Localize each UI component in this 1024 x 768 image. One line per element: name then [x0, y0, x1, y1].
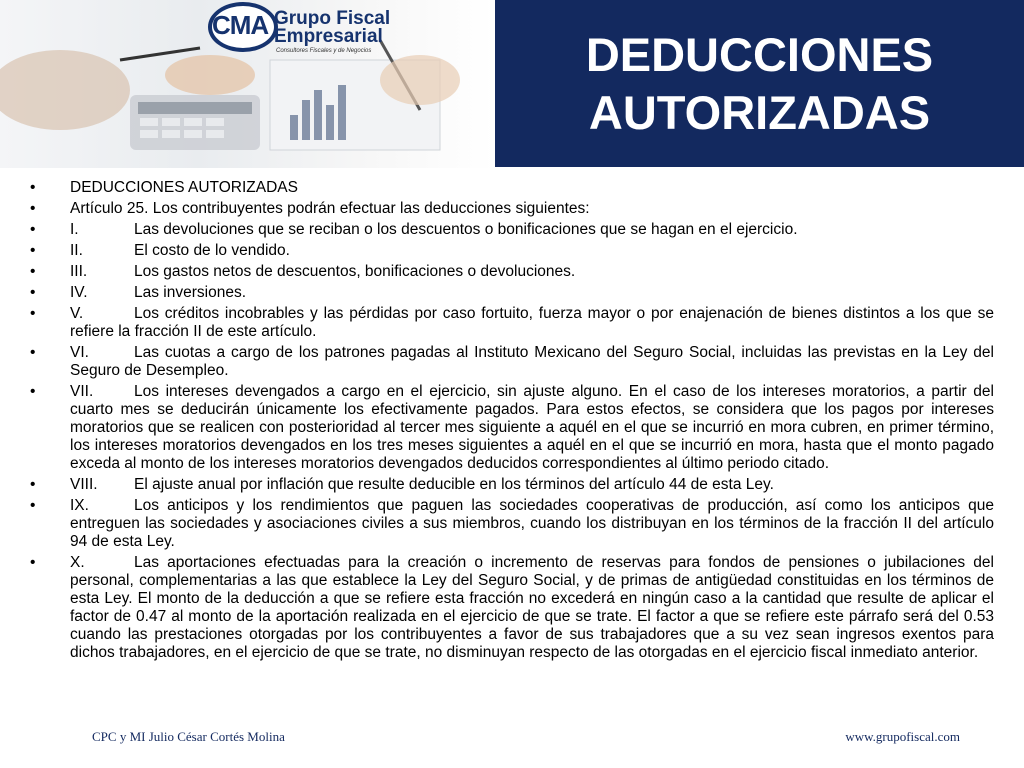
list-item: [30, 263, 994, 281]
company-logo: [208, 2, 391, 58]
logo-name-line2: Empresarial: [274, 26, 383, 47]
list-item-text: Los gastos netos de descuentos, bonificaciones o devoluciones.: [134, 263, 576, 280]
list-item: [30, 344, 994, 380]
footer-website[interactable]: www.grupofiscal.com: [845, 729, 960, 744]
fraction-number: IV.: [70, 284, 88, 301]
list-item: [30, 200, 994, 218]
fraction-number: VI.: [70, 344, 89, 361]
list-item-text: El ajuste anual por inflación que resulte deducible en los términos del artículo 44 de esta Ley.: [134, 476, 774, 493]
list-item-text: Los intereses devengados a cargo en el ejercicio, sin ajuste alguno. En el caso de los intereses moratorios, a partir del cuarto mes se deducirán únicamente los efectivamente pagados. Para estos efectos, se considera que los pagos por intereses moratorios que se realicen con posterioridad al tercer mes siguiente a aquél en el que se incurrió en mora cubren, en primer término, los intereses moratorios devengados en los tres meses siguientes a aquél en el que se incurrió en mora, hasta que el monto pagado exceda al monto de los intereses moratorios devengados deducidos correspondientes al último periodo citado.: [70, 383, 994, 472]
list-item: [30, 242, 994, 260]
bullet-icon: •: [30, 305, 36, 322]
header-photo: [0, 0, 495, 168]
list-item: [30, 554, 994, 662]
list-item: [30, 497, 994, 551]
bullet-icon: •: [30, 221, 36, 238]
fraction-number: IX.: [70, 497, 89, 514]
footer-author: CPC y MI Julio César Cortés Molina: [92, 729, 285, 744]
title-banner: [495, 0, 1024, 167]
slide-title-line1: DEDUCCIONES: [585, 27, 934, 81]
bullet-icon: •: [30, 200, 36, 217]
bullet-icon: •: [30, 497, 36, 514]
fraction-number: V.: [70, 305, 84, 322]
bullet-icon: •: [30, 263, 36, 280]
bullet-icon: •: [30, 476, 36, 493]
list-item-text: El costo de lo vendido.: [134, 242, 290, 259]
list-item: [30, 476, 994, 494]
list-item: [30, 383, 994, 473]
list-item-text: DEDUCCIONES AUTORIZADAS: [70, 179, 298, 196]
logo-mark: CMA: [212, 10, 269, 40]
fraction-number: VII.: [70, 383, 94, 400]
slide-title-line2: AUTORIZADAS: [588, 85, 931, 139]
list-item-text: Los anticipos y los rendimientos que paguen las sociedades cooperativas de producción, así como los anticipos que entreguen las sociedades y asociaciones civiles a sus miembros, cuando los distribuyan en los términos de la fracción II del artículo 94 de esta Ley.: [70, 497, 994, 550]
list-item: [30, 179, 994, 197]
logo-name-line1: Grupo Fiscal: [274, 8, 391, 29]
bullet-icon: •: [30, 344, 36, 361]
bullet-icon: •: [30, 242, 36, 259]
fraction-number: X.: [70, 554, 85, 571]
list-item: [30, 284, 994, 302]
fraction-number: I.: [70, 221, 79, 238]
fraction-number: III.: [70, 263, 88, 280]
list-item: [30, 221, 994, 239]
bullet-icon: •: [30, 383, 36, 400]
bullet-icon: •: [30, 284, 36, 301]
logo-tagline: Consultores Fiscales y de Negocios: [276, 48, 372, 54]
list-item-text: Las devoluciones que se reciban o los descuentos o bonificaciones que se hagan en el ejercicio.: [134, 221, 798, 238]
list-item-text: Las cuotas a cargo de los patrones pagadas al Instituto Mexicano del Seguro Social, incluidas las previstas en la Ley del Seguro de Desempleo.: [70, 344, 994, 379]
list-item-text: Las aportaciones efectuadas para la creación o incremento de reservas para fondos de pensiones o jubilaciones del personal, complementarias a las que establece la Ley del Seguro Social, y de primas de antigüedad constituidas en los términos de esta Ley. El monto de la deducción a que se refiere esta fracción no excederá en ningún caso a la cantidad que resulte de aplicar el factor de 0.47 al monto de la aportación realizada en el ejercicio de que se trate. El factor a que se refiere este párrafo será del 0.53 cuando las prestaciones otorgadas por los contribuyentes a favor de sus trabajadores que a su vez sean ingresos exentos para dichos trabajadores, en el ejercicio de que se trate, no disminuyan respecto de las otorgadas en el ejercicio fiscal inmediato anterior.: [70, 554, 994, 661]
list-item-text: Artículo 25. Los contribuyentes podrán efectuar las deducciones siguientes:: [70, 200, 590, 217]
list-item: [30, 305, 994, 341]
fraction-number: II.: [70, 242, 83, 259]
bullet-icon: •: [30, 179, 36, 196]
list-item-text: Las inversiones.: [134, 284, 247, 301]
bullet-icon: •: [30, 554, 36, 571]
fraction-number: VIII.: [70, 476, 98, 493]
bullet-list: [30, 179, 994, 665]
list-item-text: Los créditos incobrables y las pérdidas por caso fortuito, fuerza mayor o por enajenación de bienes distintos a los que se refiere la fracción II de este artículo.: [70, 305, 994, 340]
